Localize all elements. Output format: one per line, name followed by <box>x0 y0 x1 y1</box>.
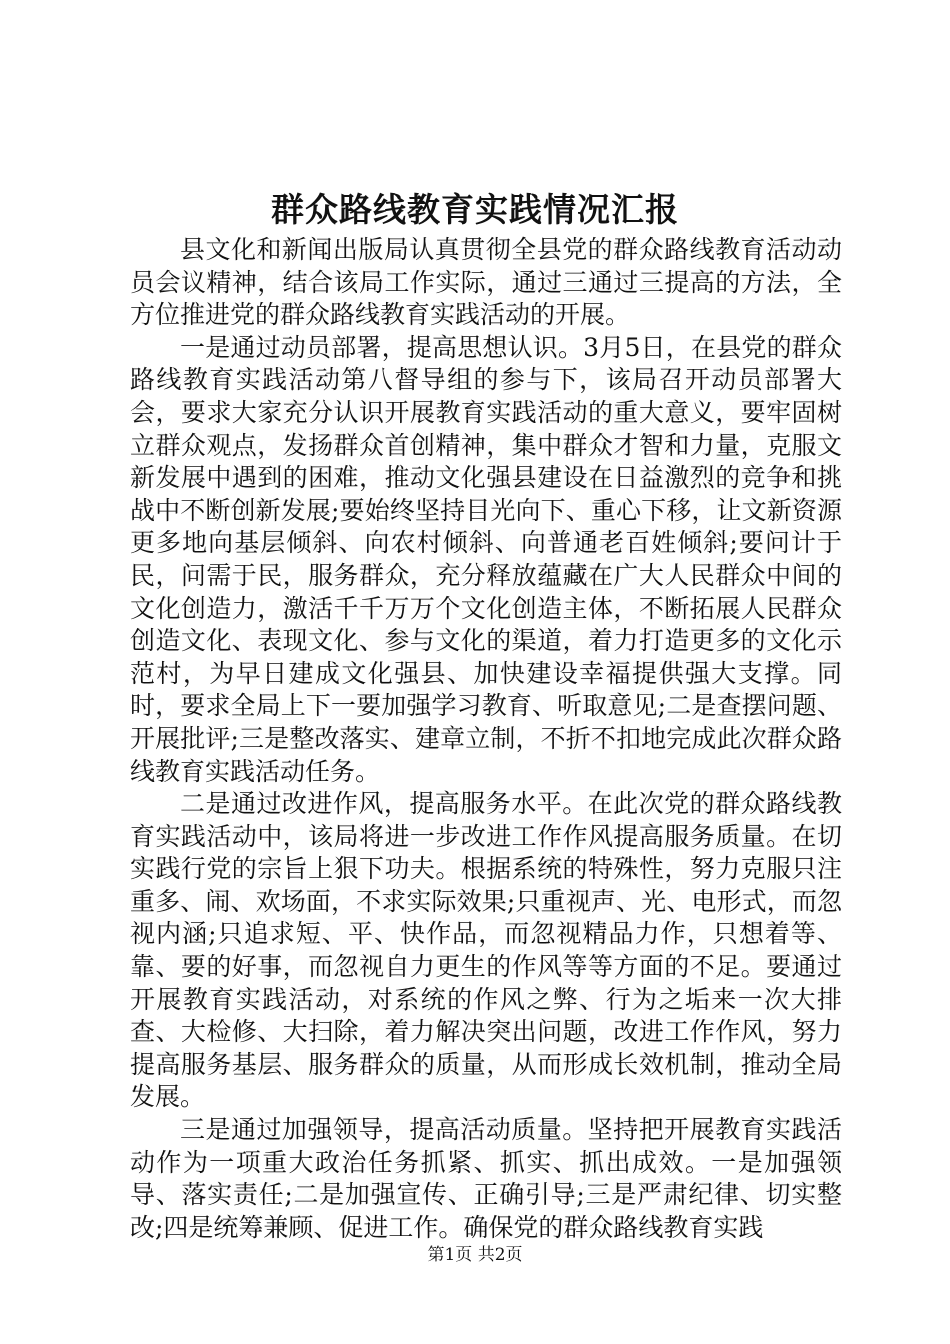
paragraph-point-one: 一是通过动员部署，提高思想认识。3月5日，在县党的群众路线教育实践活动第八督导组的参与下，该局召开动员部署大会，要求大家充分认识开展教育实践活动的重大意义，要牢固树立群众观点，发扬群众首创精神，集中群众才智和力量，克服文新发展中遇到的困难，推动文化强县建设在日益激烈的竞争和挑战中不断创新发展;要始终坚持目光向下、重心下移，让文新资源更多地向基层倾斜、向农村倾斜、向普通老百姓倾斜;要问计于民，问需于民，服务群众，充分释放蕴藏在广大人民群众中间的文化创造力，激活千千万万个文化创造主体，不断拓展人民群众创造文化、表现文化、参与文化的渠道，着力打造更多的文化示范村，为早日建成文化强县、加快建设幸福提供强大支撑。同时，要求全局上下一要加强学习教育、听取意见;二是查摆问题、开展批评;三是整改落实、建章立制，不折不扣地完成此次群众路线教育实践活动任务。 <box>130 332 842 786</box>
paragraph-point-two: 二是通过改进作风，提高服务水平。在此次党的群众路线教育实践活动中，该局将进一步改进工作作风提高服务质量。在切实践行党的宗旨上狠下功夫。根据系统的特殊性，努力克服只注重多、闹、欢场面，不求实际效果;只重视声、光、电形式，而忽视内涵;只追求短、平、快作品，而忽视精品力作，只想着等、靠、要的好事，而忽视自力更生的作风等等方面的不足。要通过开展教育实践活动，对系统的作风之弊、行为之垢来一次大排查、大检修、大扫除，着力解决突出问题，改进工作作风，努力提高服务基层、服务群众的质量，从而形成长效机制，推动全局发展。 <box>130 789 842 1112</box>
paragraph-point-three: 三是通过加强领导，提高活动质量。坚持把开展教育实践活动作为一项重大政治任务抓紧、抓实、抓出成效。一是加强领导、落实责任;二是加强宣传、正确引导;三是严肃纪律、切实整改;四是统筹兼顾、促进工作。确保党的群众路线教育实践 <box>130 1115 842 1242</box>
page-number-footer: 第1页 共2页 <box>427 1245 523 1265</box>
document-body <box>130 234 842 1244</box>
paragraph-intro: 县文化和新闻出版局认真贯彻全县党的群众路线教育活动动员会议精神，结合该局工作实际，通过三通过三提高的方法，全方位推进党的群众路线教育实践活动的开展。 <box>130 235 842 330</box>
document-title: 群众路线教育实践情况汇报 <box>271 190 679 229</box>
